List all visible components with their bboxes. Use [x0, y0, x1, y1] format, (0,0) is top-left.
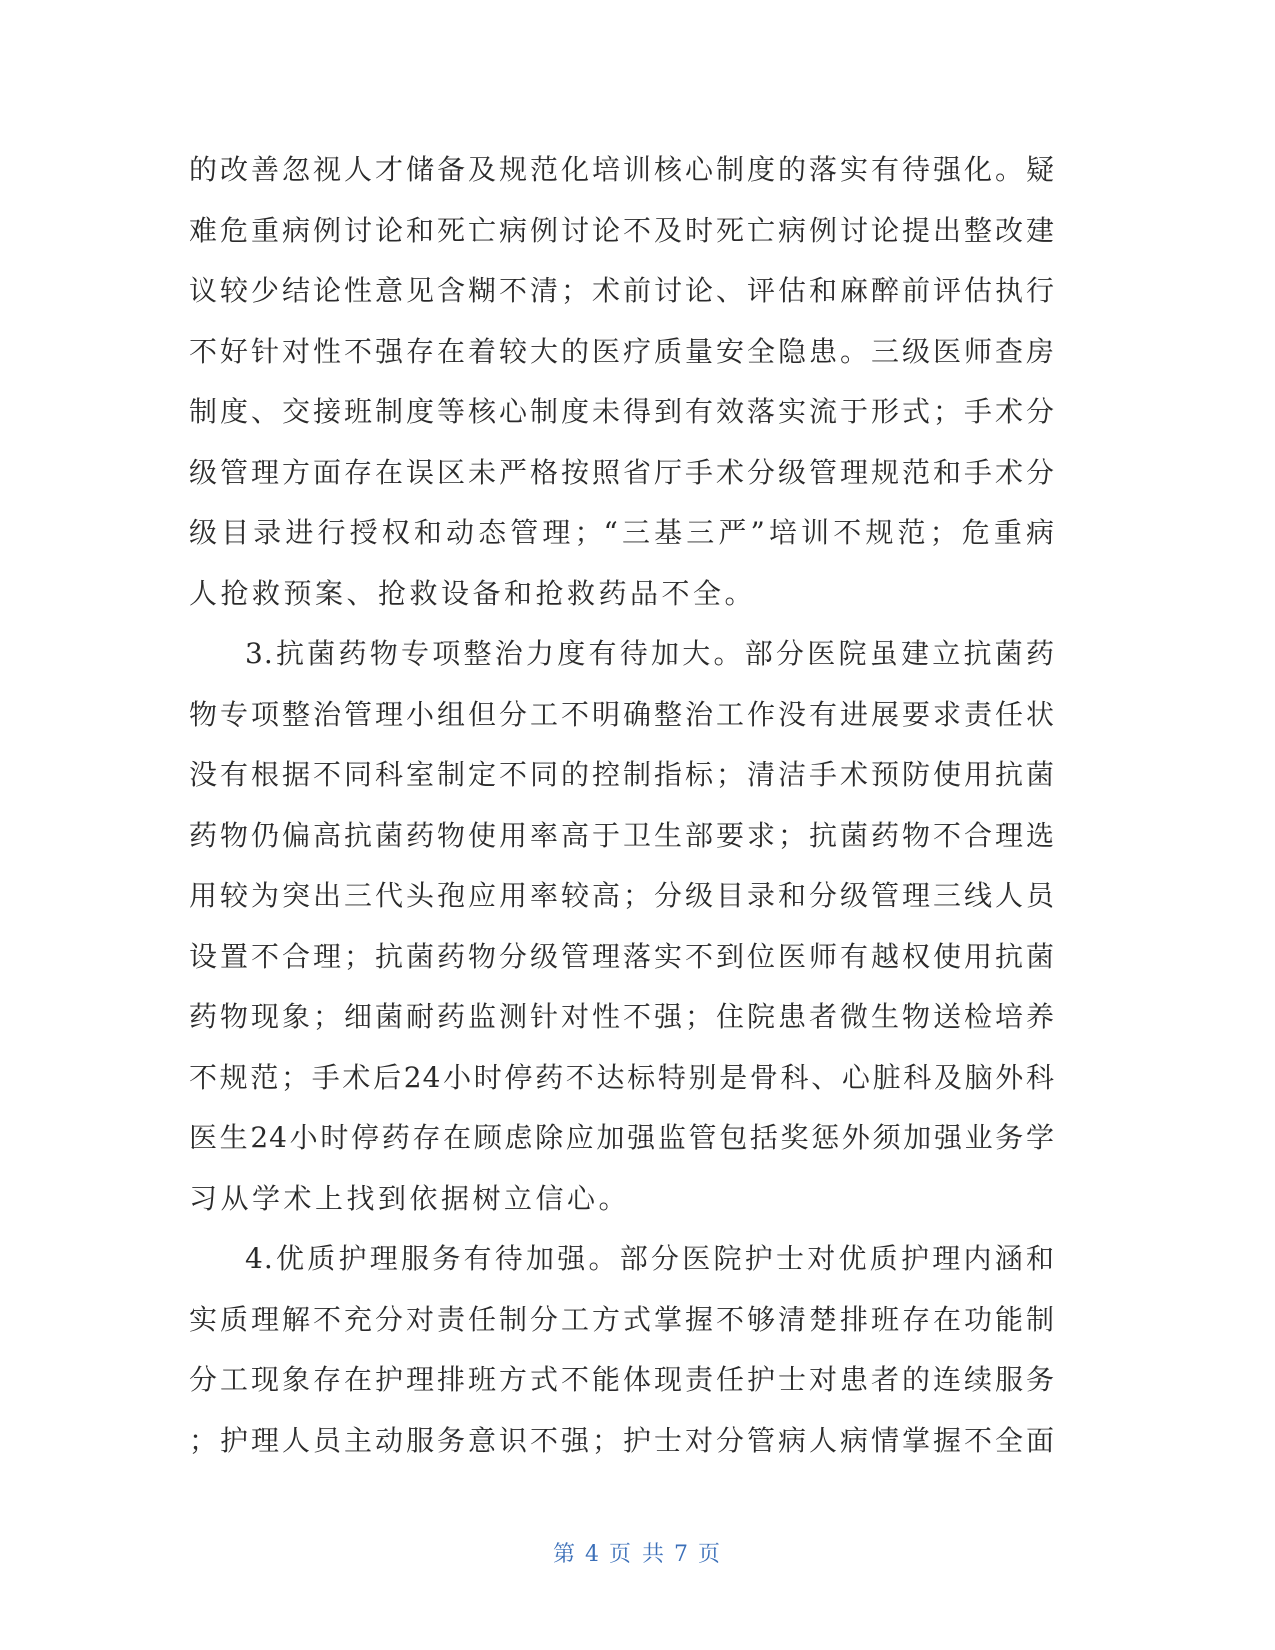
footer-middle: 页 共 — [609, 1542, 666, 1567]
footer-suffix: 页 — [698, 1542, 723, 1567]
text-line: 4.优质护理服务有待加强。部分医院护士对优质护理内涵和 — [245, 1242, 1055, 1275]
text-line: 分工现象存在护理排班方式不能体现责任护士对患者的连续服务 — [189, 1363, 1055, 1396]
document-body — [189, 140, 1055, 1471]
text-line: 级管理方面存在误区未严格按照省厅手术分级管理规范和手术分 — [189, 455, 1055, 489]
text-line: 人抢救预案、抢救设备和抢救药品不全。 — [189, 576, 757, 610]
text-line: 3.抗菌药物专项整治力度有待加大。部分医院虽建立抗菌药 — [245, 637, 1055, 670]
text-line: 医生24小时停药存在顾虑除应加强监管包括奖惩外须加强业务学 — [189, 1121, 1055, 1154]
text-line: 的改善忽视人才储备及规范化培训核心制度的落实有待强化。疑 — [189, 153, 1055, 186]
text-line: 不规范；手术后24小时停药不达标特别是骨科、心脏科及脑外科 — [189, 1060, 1055, 1094]
text-line: 物专项整治管理小组但分工不明确整治工作没有进展要求责任状 — [189, 697, 1055, 731]
text-line: 不好针对性不强存在着较大的医疗质量安全隐患。三级医师查房 — [189, 334, 1055, 368]
paragraph — [189, 1229, 1055, 1471]
footer-prefix: 第 — [552, 1542, 577, 1567]
text-line: 实质理解不充分对责任制分工方式掌握不够清楚排班存在功能制 — [189, 1302, 1055, 1336]
text-line: ；护理人员主动服务意识不强；护士对分管病人病情掌握不全面 — [189, 1423, 1055, 1457]
text-line: 议较少结论性意见含糊不清；术前讨论、评估和麻醉前评估执行 — [189, 274, 1055, 307]
footer-total-pages: 7 — [674, 1542, 690, 1567]
text-line: 药物现象；细菌耐药监测针对性不强；住院患者微生物送检培养 — [189, 1000, 1055, 1033]
page-footer — [0, 1537, 1275, 1568]
text-line: 用较为突出三代头孢应用率较高；分级目录和分级管理三线人员 — [189, 879, 1055, 912]
paragraph — [189, 624, 1055, 1229]
text-line: 制度、交接班制度等核心制度未得到有效落实流于形式；手术分 — [189, 395, 1055, 428]
text-line: 没有根据不同科室制定不同的控制指标；清洁手术预防使用抗菌 — [189, 758, 1055, 791]
text-line: 习从学术上找到依据树立信心。 — [189, 1181, 631, 1215]
text-line: 设置不合理；抗菌药物分级管理落实不到位医师有越权使用抗菌 — [189, 939, 1055, 973]
paragraph — [189, 140, 1055, 624]
text-line: 药物仍偏高抗菌药物使用率高于卫生部要求；抗菌药物不合理选 — [189, 818, 1055, 852]
text-line: 难危重病例讨论和死亡病例讨论不及时死亡病例讨论提出整改建 — [189, 213, 1055, 247]
text-line: 级目录进行授权和动态管理；“三基三严”培训不规范；危重病 — [189, 516, 1055, 549]
footer-current-page: 4 — [585, 1542, 601, 1567]
